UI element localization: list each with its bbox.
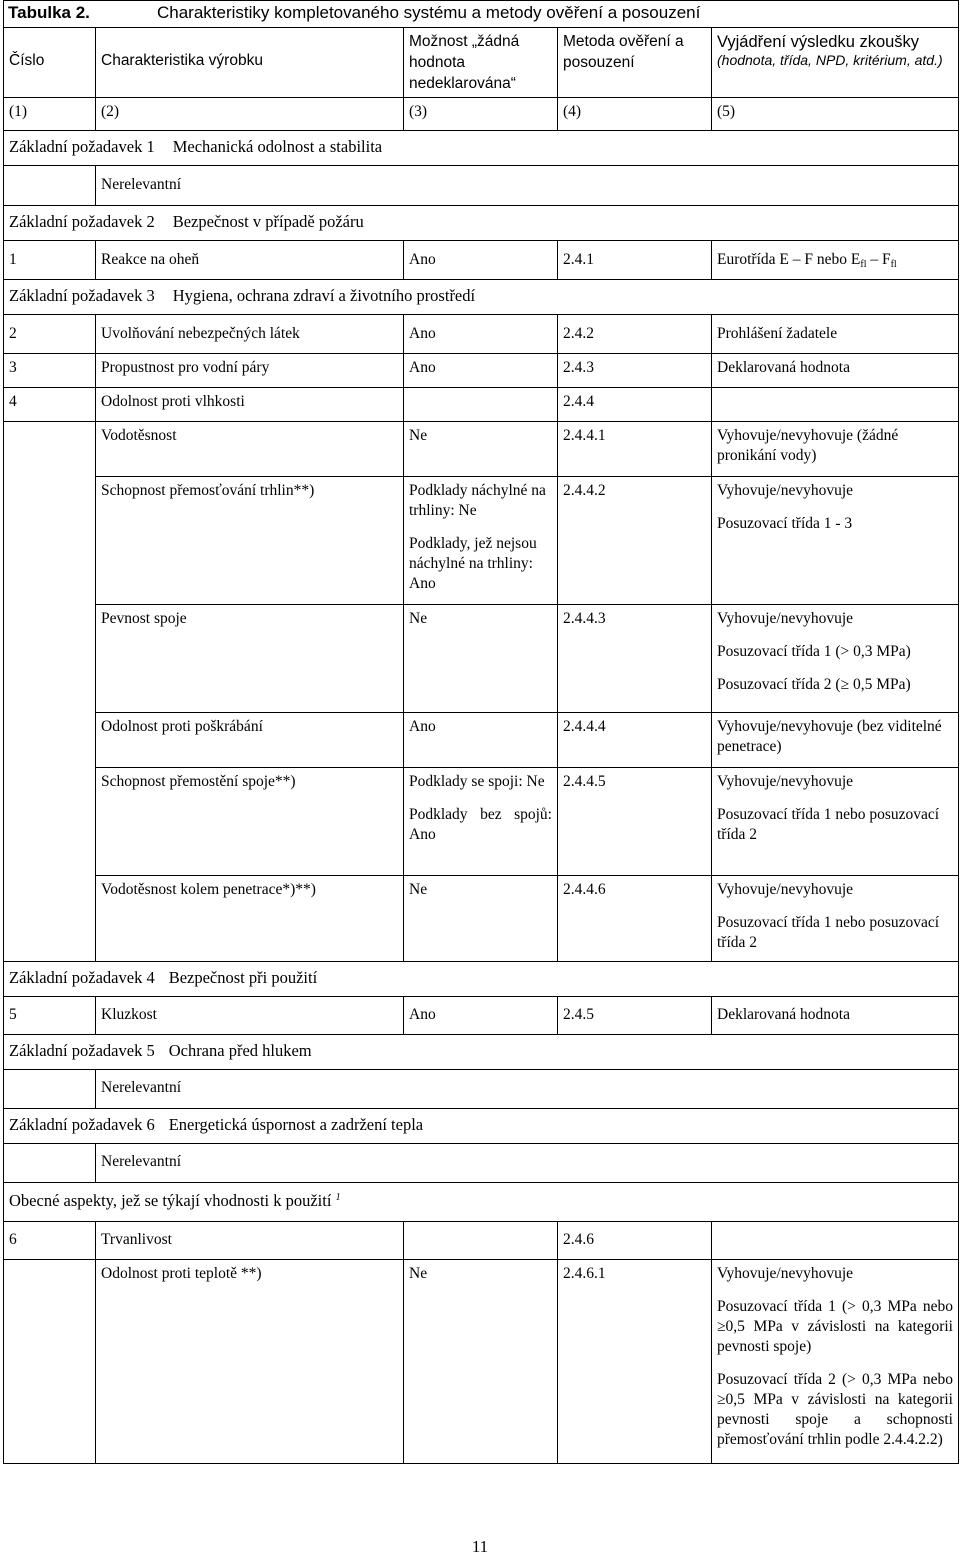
row-result — [717, 675, 953, 695]
row-result: Vyhovuje/nevyhovuje — [717, 482, 854, 499]
row-method: 2.4.1 — [563, 251, 594, 268]
br6-label: Základní požadavek 6 — [9, 1115, 155, 1134]
result-text: Posuzovací třída 1 (> 0,3 MPa nebo — [717, 1298, 953, 1315]
br2-label: Základní požadavek 2 — [9, 212, 155, 231]
row-number: 6 — [9, 1231, 17, 1248]
subscript: fl — [860, 259, 867, 270]
geq-symbol: ≥ — [840, 676, 850, 693]
row-result: Deklarovaná hodnota — [717, 359, 850, 376]
row-npd: Podklady náchylné na trhliny: Ne — [409, 482, 546, 519]
result-text: 0,5 MPa v závislosti na kategorii pevnosti spoje a schopnosti přemosťování trhlin podle 2.4.4.2.2) — [717, 1391, 953, 1448]
row-npd: Ano — [409, 718, 436, 735]
table-number: Tabulka 2. — [8, 3, 90, 22]
row-characteristic: Uvolňování nebezpečných látek — [101, 325, 300, 342]
row-result: Posuzovací třída 1 (> 0,3 MPa) — [717, 643, 911, 660]
column-number-2: (2) — [101, 103, 120, 120]
row-result — [717, 1370, 953, 1450]
row-characteristic: Kluzkost — [101, 1006, 157, 1023]
subscript: fl — [890, 259, 897, 270]
row-characteristic: Propustnost pro vodní páry — [101, 359, 270, 376]
header-method: Metoda ověření a posouzení — [563, 33, 684, 71]
br6-note-row — [4, 1144, 959, 1183]
row-characteristic: Odolnost proti teplotě **) — [101, 1265, 262, 1282]
row-characteristic: Pevnost spoje — [101, 610, 187, 627]
row-npd: Ne — [409, 610, 428, 627]
row-method: 2.4.4.3 — [563, 610, 606, 627]
result-text: – F — [866, 251, 891, 268]
column-number-5: (5) — [717, 103, 736, 120]
table-row — [4, 997, 959, 1035]
br3-title: Hygiena, ochrana zdraví a životního prostředí — [172, 286, 476, 305]
page-number: 11 — [471, 1537, 489, 1556]
subrow-joint-bridging — [4, 768, 959, 876]
row-result — [717, 251, 897, 268]
row-characteristic: Vodotěsnost — [101, 427, 177, 444]
header-number: Číslo — [9, 52, 45, 69]
row-number: 5 — [9, 1006, 17, 1023]
row-npd: Podklady, jež nejsou náchylné na trhliny: Ano — [409, 535, 537, 592]
row-npd: Ano — [409, 325, 436, 342]
br6-note: Nerelevantní — [101, 1153, 182, 1170]
section-row-br3 — [4, 280, 959, 315]
row-characteristic: Trvanlivost — [101, 1231, 172, 1248]
row-characteristic: Vodotěsnost kolem penetrace*)**) — [101, 881, 316, 898]
br1-note: Nerelevantní — [101, 176, 182, 193]
row-npd: Ano — [409, 1006, 436, 1023]
row-method: 2.4.3 — [563, 359, 594, 376]
general-title: Obecné aspekty, jež se týkají vhodnosti k použití — [9, 1191, 332, 1210]
table-row — [4, 354, 959, 388]
section-row-br1 — [4, 131, 959, 166]
br5-label: Základní požadavek 5 — [9, 1041, 155, 1060]
row-method: 2.4.5 — [563, 1006, 594, 1023]
header-row — [4, 28, 959, 98]
row-result: Vyhovuje/nevyhovuje — [717, 1265, 854, 1282]
result-text: Posuzovací třída 2 (> 0,3 MPa nebo — [717, 1371, 953, 1388]
row-method: 2.4.4.6 — [563, 881, 606, 898]
row-method: 2.4.4.2 — [563, 482, 606, 499]
br5-note: Nerelevantní — [101, 1079, 182, 1096]
column-number-3: (3) — [409, 103, 428, 120]
row-result — [717, 1297, 953, 1357]
row-npd: Ano — [409, 251, 436, 268]
header-npd: Možnost „žádná hodnota nedeklarována“ — [409, 33, 520, 92]
geq-symbol: ≥ — [717, 1391, 726, 1408]
row-result: Vyhovuje/nevyhovuje (bez viditelné penetrace) — [717, 718, 942, 755]
header-result-note: (hodnota, třída, NPD, kritérium, atd.) — [717, 52, 943, 68]
br5-title: Ochrana před hlukem — [168, 1041, 312, 1060]
row-result: Posuzovací třída 1 nebo posuzovací třída 2 — [717, 914, 940, 951]
row-result: Posuzovací třída 1 - 3 — [717, 515, 853, 532]
br2-title: Bezpečnost v případě požáru — [172, 212, 364, 231]
result-text: 0,5 MPa) — [849, 676, 911, 693]
br3-label: Základní požadavek 3 — [9, 286, 155, 305]
row-number: 2 — [9, 325, 17, 342]
geq-symbol: ≥ — [717, 1318, 726, 1335]
row-result: Deklarovaná hodnota — [717, 1006, 850, 1023]
table-row — [4, 388, 959, 422]
footnote-mark: 1 — [335, 1192, 341, 1203]
result-text: Posuzovací třída 2 ( — [717, 676, 841, 693]
subrow-scratch — [4, 713, 959, 768]
section-row-br5 — [4, 1035, 959, 1070]
row-result: Vyhovuje/nevyhovuje (žádné pronikání vody) — [717, 427, 899, 464]
section-row-br4 — [4, 962, 959, 997]
section-row-br2 — [4, 206, 959, 241]
subrow-temperature — [4, 1260, 959, 1464]
row-characteristic: Odolnost proti poškrábání — [101, 718, 263, 735]
row-number: 3 — [9, 359, 17, 376]
subrow-penetration — [4, 876, 959, 962]
column-number-1: (1) — [9, 103, 28, 120]
row-method: 2.4.2 — [563, 325, 594, 342]
row-method: 2.4.4 — [563, 393, 594, 410]
row-method: 2.4.6.1 — [563, 1265, 606, 1282]
br1-label: Základní požadavek 1 — [9, 137, 155, 156]
table-row — [4, 241, 959, 280]
row-npd: Ano — [409, 359, 436, 376]
row-npd: Ne — [409, 881, 428, 898]
br1-title: Mechanická odolnost a stabilita — [172, 137, 383, 156]
row-npd: Podklady bez spojů: Ano — [409, 806, 552, 843]
br1-note-row — [4, 166, 959, 206]
subrow-watertight — [4, 422, 959, 477]
table-title: Charakteristiky kompletovaného systému a metody ověření a posouzení — [157, 3, 701, 22]
header-characteristic: Charakteristika výrobku — [101, 52, 263, 69]
section-row-br6 — [4, 1109, 959, 1144]
row-result: Vyhovuje/nevyhovuje — [717, 773, 854, 790]
br5-note-row — [4, 1070, 959, 1109]
table-row — [4, 315, 959, 354]
row-result: Posuzovací třída 1 nebo posuzovací třída 2 — [717, 806, 940, 843]
row-number: 4 — [9, 393, 17, 410]
header-result: Vyjádření výsledku zkoušky — [717, 33, 920, 51]
row-npd: Ne — [409, 427, 428, 444]
br6-title: Energetická úspornost a zadržení tepla — [168, 1115, 424, 1134]
row-result: Prohlášení žadatele — [717, 325, 838, 342]
br4-title: Bezpečnost při použití — [168, 968, 318, 987]
row-npd: Podklady se spoji: Ne — [409, 773, 545, 790]
table-title-row — [3, 0, 959, 28]
row-method: 2.4.6 — [563, 1231, 594, 1248]
column-number-row — [4, 98, 959, 131]
row-npd: Ne — [409, 1265, 428, 1282]
column-number-4: (4) — [563, 103, 582, 120]
row-number: 1 — [9, 251, 17, 268]
result-text: 0,5 MPa v závislosti na kategorii pevnosti spoje) — [717, 1318, 953, 1355]
br4-label: Základní požadavek 4 — [9, 968, 155, 987]
row-result: Vyhovuje/nevyhovuje — [717, 881, 854, 898]
subrow-crack-bridging — [4, 477, 959, 605]
result-text: Eurotřída E – F nebo E — [717, 251, 861, 268]
characteristics-table — [3, 27, 959, 1464]
subrow-joint-strength — [4, 605, 959, 713]
row-characteristic: Schopnost přemostění spoje**) — [101, 773, 296, 790]
row-result: Vyhovuje/nevyhovuje — [717, 610, 854, 627]
row-characteristic: Reakce na oheň — [101, 251, 200, 268]
row-characteristic: Schopnost přemosťování trhlin**) — [101, 482, 315, 499]
table-row — [4, 1222, 959, 1260]
section-row-general — [4, 1183, 959, 1222]
row-method: 2.4.4.1 — [563, 427, 606, 444]
row-method: 2.4.4.5 — [563, 773, 606, 790]
row-method: 2.4.4.4 — [563, 718, 606, 735]
row-characteristic: Odolnost proti vlhkosti — [101, 393, 245, 410]
